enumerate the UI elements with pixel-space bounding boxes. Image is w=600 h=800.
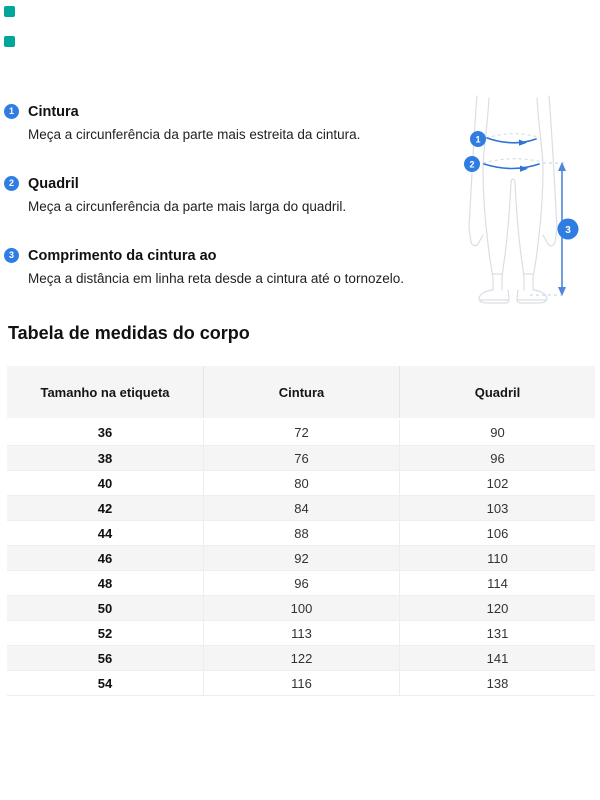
- cell-size-label: 50: [97, 600, 113, 616]
- measurement-description: Meça a circunferência da parte mais estreita da cintura.: [28, 127, 361, 142]
- cell-waist-value: 96: [203, 571, 399, 595]
- column-header-hip: Quadril: [399, 366, 595, 418]
- step-number-badge: 2: [4, 176, 19, 191]
- table-body: [7, 420, 595, 696]
- diagram-marker-3-label: 3: [565, 225, 571, 236]
- table-row: [7, 595, 595, 620]
- cell-waist-value: 72: [203, 420, 399, 445]
- body-measurements-table: [7, 366, 595, 696]
- table-header-row: [7, 366, 595, 418]
- cell-size-label: 36: [97, 425, 113, 440]
- instruction-text: [28, 247, 404, 288]
- measurement-label: Quadril: [28, 176, 79, 192]
- table-row: [7, 470, 595, 495]
- table-row: [7, 495, 595, 520]
- cell-hip-value: 102: [399, 471, 595, 495]
- dashed-ellipse-guides: [483, 134, 542, 163]
- teal-square-icon: [4, 6, 15, 17]
- cell-hip-value: 110: [399, 546, 595, 570]
- measurement-description: Meça a circunferência da parte mais larga do quadril.: [28, 199, 347, 214]
- measurement-instructions: [4, 103, 448, 319]
- diagram-marker-2: [464, 156, 480, 172]
- hip-measure-arrow: [484, 164, 539, 172]
- body-measurement-diagram: [450, 92, 595, 317]
- column-header-size-label: Tamanho na etiqueta: [40, 384, 170, 400]
- cell-hip-value: 138: [399, 671, 595, 695]
- table-row: [7, 545, 595, 570]
- step-number-badge: 1: [4, 104, 19, 119]
- cell-waist-value: 80: [203, 471, 399, 495]
- diagram-marker-3: [558, 219, 579, 240]
- step-number-badge: 3: [4, 248, 19, 263]
- figure-outline: [469, 96, 557, 303]
- measurement-instruction-item: [4, 103, 448, 144]
- cell-waist-value: 116: [203, 671, 399, 695]
- instruction-text: [28, 175, 346, 216]
- column-header-waist: Cintura: [203, 366, 399, 418]
- diagram-marker-1-label: 1: [475, 134, 481, 145]
- measurement-instruction-item: [4, 247, 448, 288]
- cell-size-label: 54: [97, 675, 113, 691]
- cell-size-label: 52: [97, 625, 113, 641]
- cell-size-label: 56: [97, 650, 113, 666]
- cell-hip-value: 114: [399, 571, 595, 595]
- table-row: [7, 420, 595, 445]
- cell-size-label: 46: [97, 550, 113, 566]
- cell-hip-value: 141: [399, 646, 595, 670]
- table-row: [7, 445, 595, 470]
- table-row: [7, 570, 595, 595]
- cell-size-label: 44: [97, 525, 113, 541]
- cell-size-label: 48: [97, 575, 113, 591]
- cell-size-label: 38: [97, 450, 113, 466]
- cell-waist-value: 76: [203, 446, 399, 470]
- cell-hip-value: 131: [399, 621, 595, 645]
- table-row: [7, 645, 595, 670]
- cell-hip-value: 90: [399, 420, 595, 445]
- table-row: [7, 670, 595, 695]
- cell-waist-value: 113: [203, 621, 399, 645]
- cell-waist-value: 100: [203, 596, 399, 620]
- measurement-instruction-item: [4, 175, 448, 216]
- teal-square-icon: [4, 36, 15, 47]
- cell-waist-value: 92: [203, 546, 399, 570]
- measurement-label: Cintura: [28, 104, 79, 120]
- cell-size-label: 42: [97, 500, 113, 516]
- table-row: [7, 620, 595, 645]
- waist-measure-arrow: [487, 138, 536, 146]
- table-row: [7, 520, 595, 545]
- cell-waist-value: 84: [203, 496, 399, 520]
- measurement-label: Comprimento da cintura ao: [28, 248, 217, 264]
- diagram-marker-1: [470, 131, 486, 147]
- table-section-title: Tabela de medidas do corpo: [8, 323, 250, 343]
- cell-hip-value: 120: [399, 596, 595, 620]
- diagram-marker-2-label: 2: [469, 159, 475, 170]
- cell-waist-value: 88: [203, 521, 399, 545]
- cell-hip-value: 96: [399, 446, 595, 470]
- cell-size-label: 40: [97, 475, 113, 491]
- measurement-description: Meça a distância em linha reta desde a cintura até o tornozelo.: [28, 271, 404, 286]
- instruction-text: [28, 103, 360, 144]
- cell-hip-value: 106: [399, 521, 595, 545]
- cell-waist-value: 122: [203, 646, 399, 670]
- cell-hip-value: 103: [399, 496, 595, 520]
